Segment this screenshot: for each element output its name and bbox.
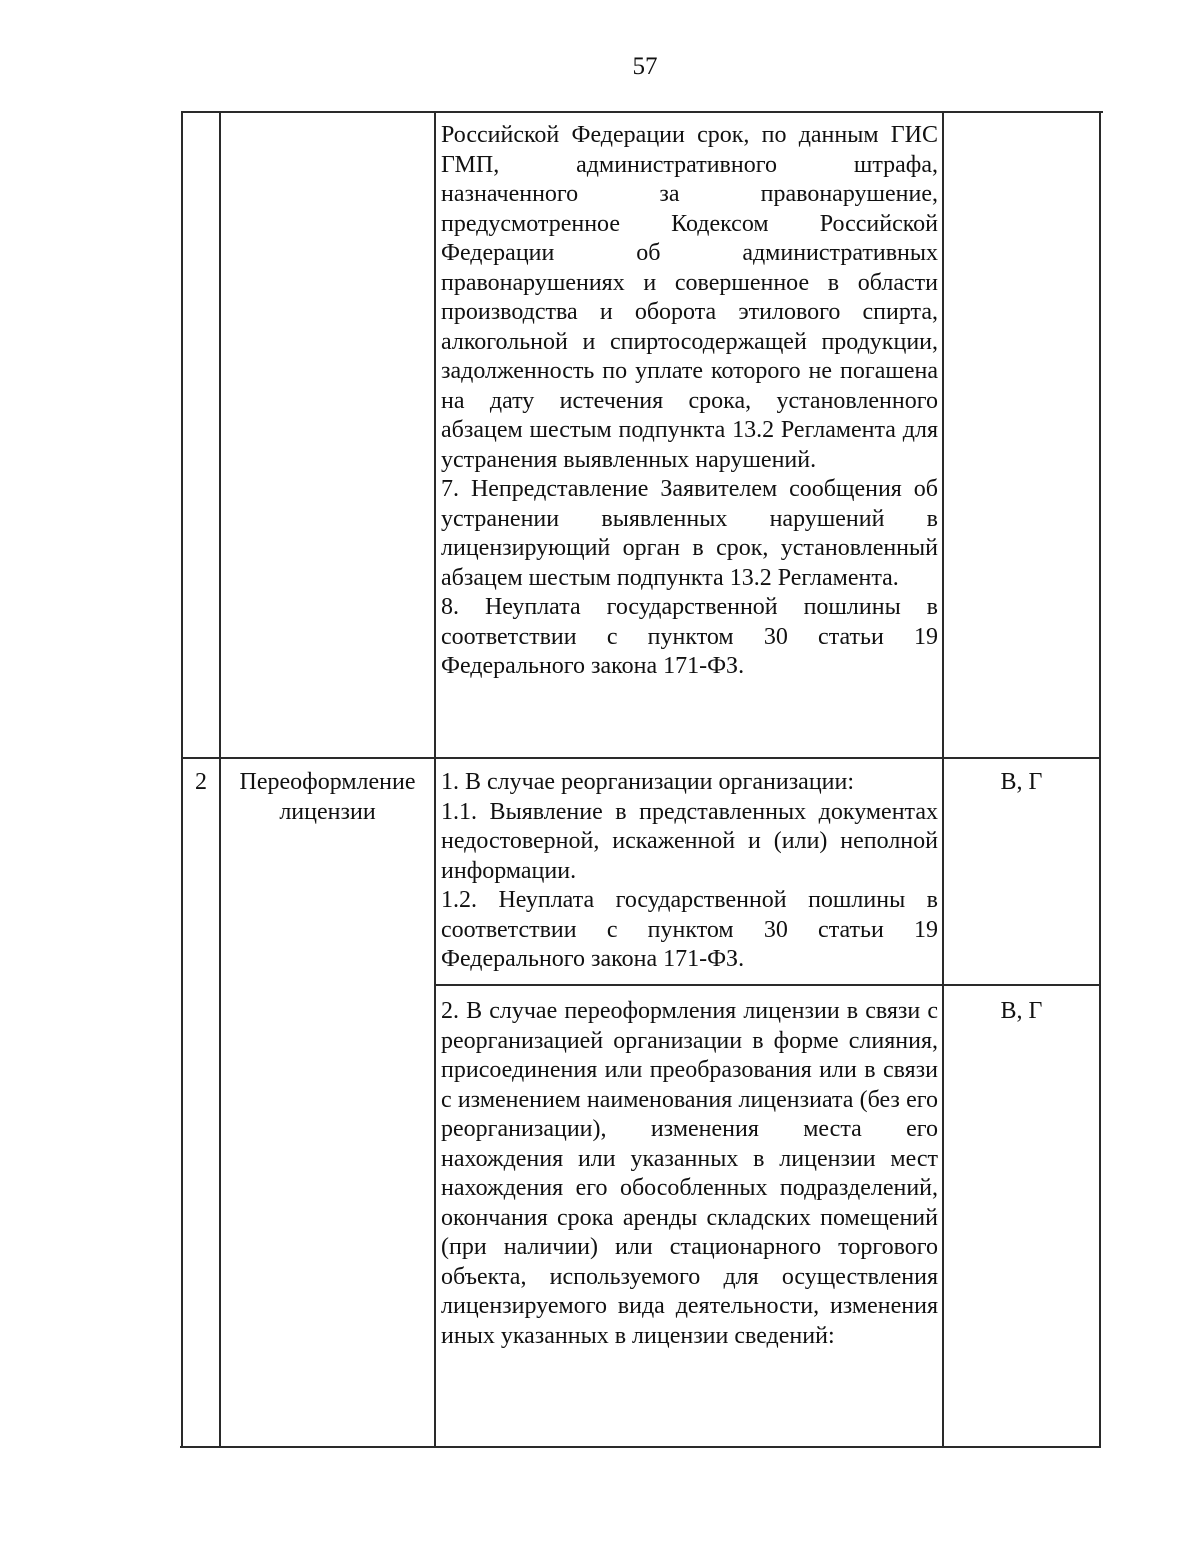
- sub-2-paragraph-2: 2. В случае переоформления лицензии в связи с реорганизацией организации в форме слияния, присоединения или преобразования или в связи с изменением наименования лицензиата (без его реорганизации), изменения места его нахождения или указанных в лицензии мест нахождения его обособленных подразделений, окончания срока аренды складских помещений (при наличии) или стационарного торгового объекта, используемого для осуществления лицензируемого вида деятельности, изменения иных указанных в лицензии сведений:: [441, 998, 938, 1349]
- row-2-sub-1-text: [441, 768, 938, 975]
- col-sep-2: [434, 111, 436, 1448]
- row-2-number: 2: [195, 769, 207, 795]
- row-2-sub-2-codes: В, Г: [1000, 998, 1043, 1024]
- row-sep-2: [435, 984, 1100, 986]
- table-top-border: [182, 111, 1103, 113]
- continuation-paragraph-7: 7. Непредставление Заявителем сообщения об устранении выявленных нарушений в лицензирующий орган в срок, установленный абзацем шестым подпункта 13.2 Регламента.: [441, 476, 938, 591]
- row-2-sub-2-text: [441, 997, 938, 1351]
- continuation-row-text: [441, 121, 938, 682]
- table-right-border: [1099, 111, 1101, 1448]
- row-2-service: Переоформление лицензии: [239, 769, 416, 825]
- sub-1-paragraph-1-1: 1.1. Выявление в представленных документах недостоверной, искаженной и (или) неполной информации.: [441, 798, 938, 884]
- row-2-sub-1-codes: В, Г: [1000, 769, 1043, 795]
- sub-1-paragraph-1-2: 1.2. Неуплата государственной пошлины в соответствии с пунктом 30 статьи 19 Федерального закона 171-ФЗ.: [441, 887, 938, 972]
- sub-1-paragraph-1: 1. В случае реорганизации организации:: [441, 769, 855, 795]
- col-sep-1: [219, 111, 221, 1448]
- page-number: 57: [632, 53, 658, 80]
- continuation-paragraph-1: Российской Федерации срок, по данным ГИС ГМП, административного штрафа, назначенного за правонарушение, предусмотренное Кодексом Российской Федерации об административных правонарушениях и совершенное в области производства и оборота этилового спирта, алкогольной и спиртосодержащей продукции, задолженность по уплате которого не погашена на дату истечения срока, установленного абзацем шестым подпункта 13.2 Регламента для устранения выявленных нарушений.: [441, 122, 938, 473]
- continuation-paragraph-8: 8. Неуплата государственной пошлины в соответствии с пунктом 30 статьи 19 Федерального закона 171-ФЗ.: [441, 594, 938, 679]
- table-bottom-border: [180, 1446, 1100, 1448]
- row-sep-1: [182, 757, 1100, 759]
